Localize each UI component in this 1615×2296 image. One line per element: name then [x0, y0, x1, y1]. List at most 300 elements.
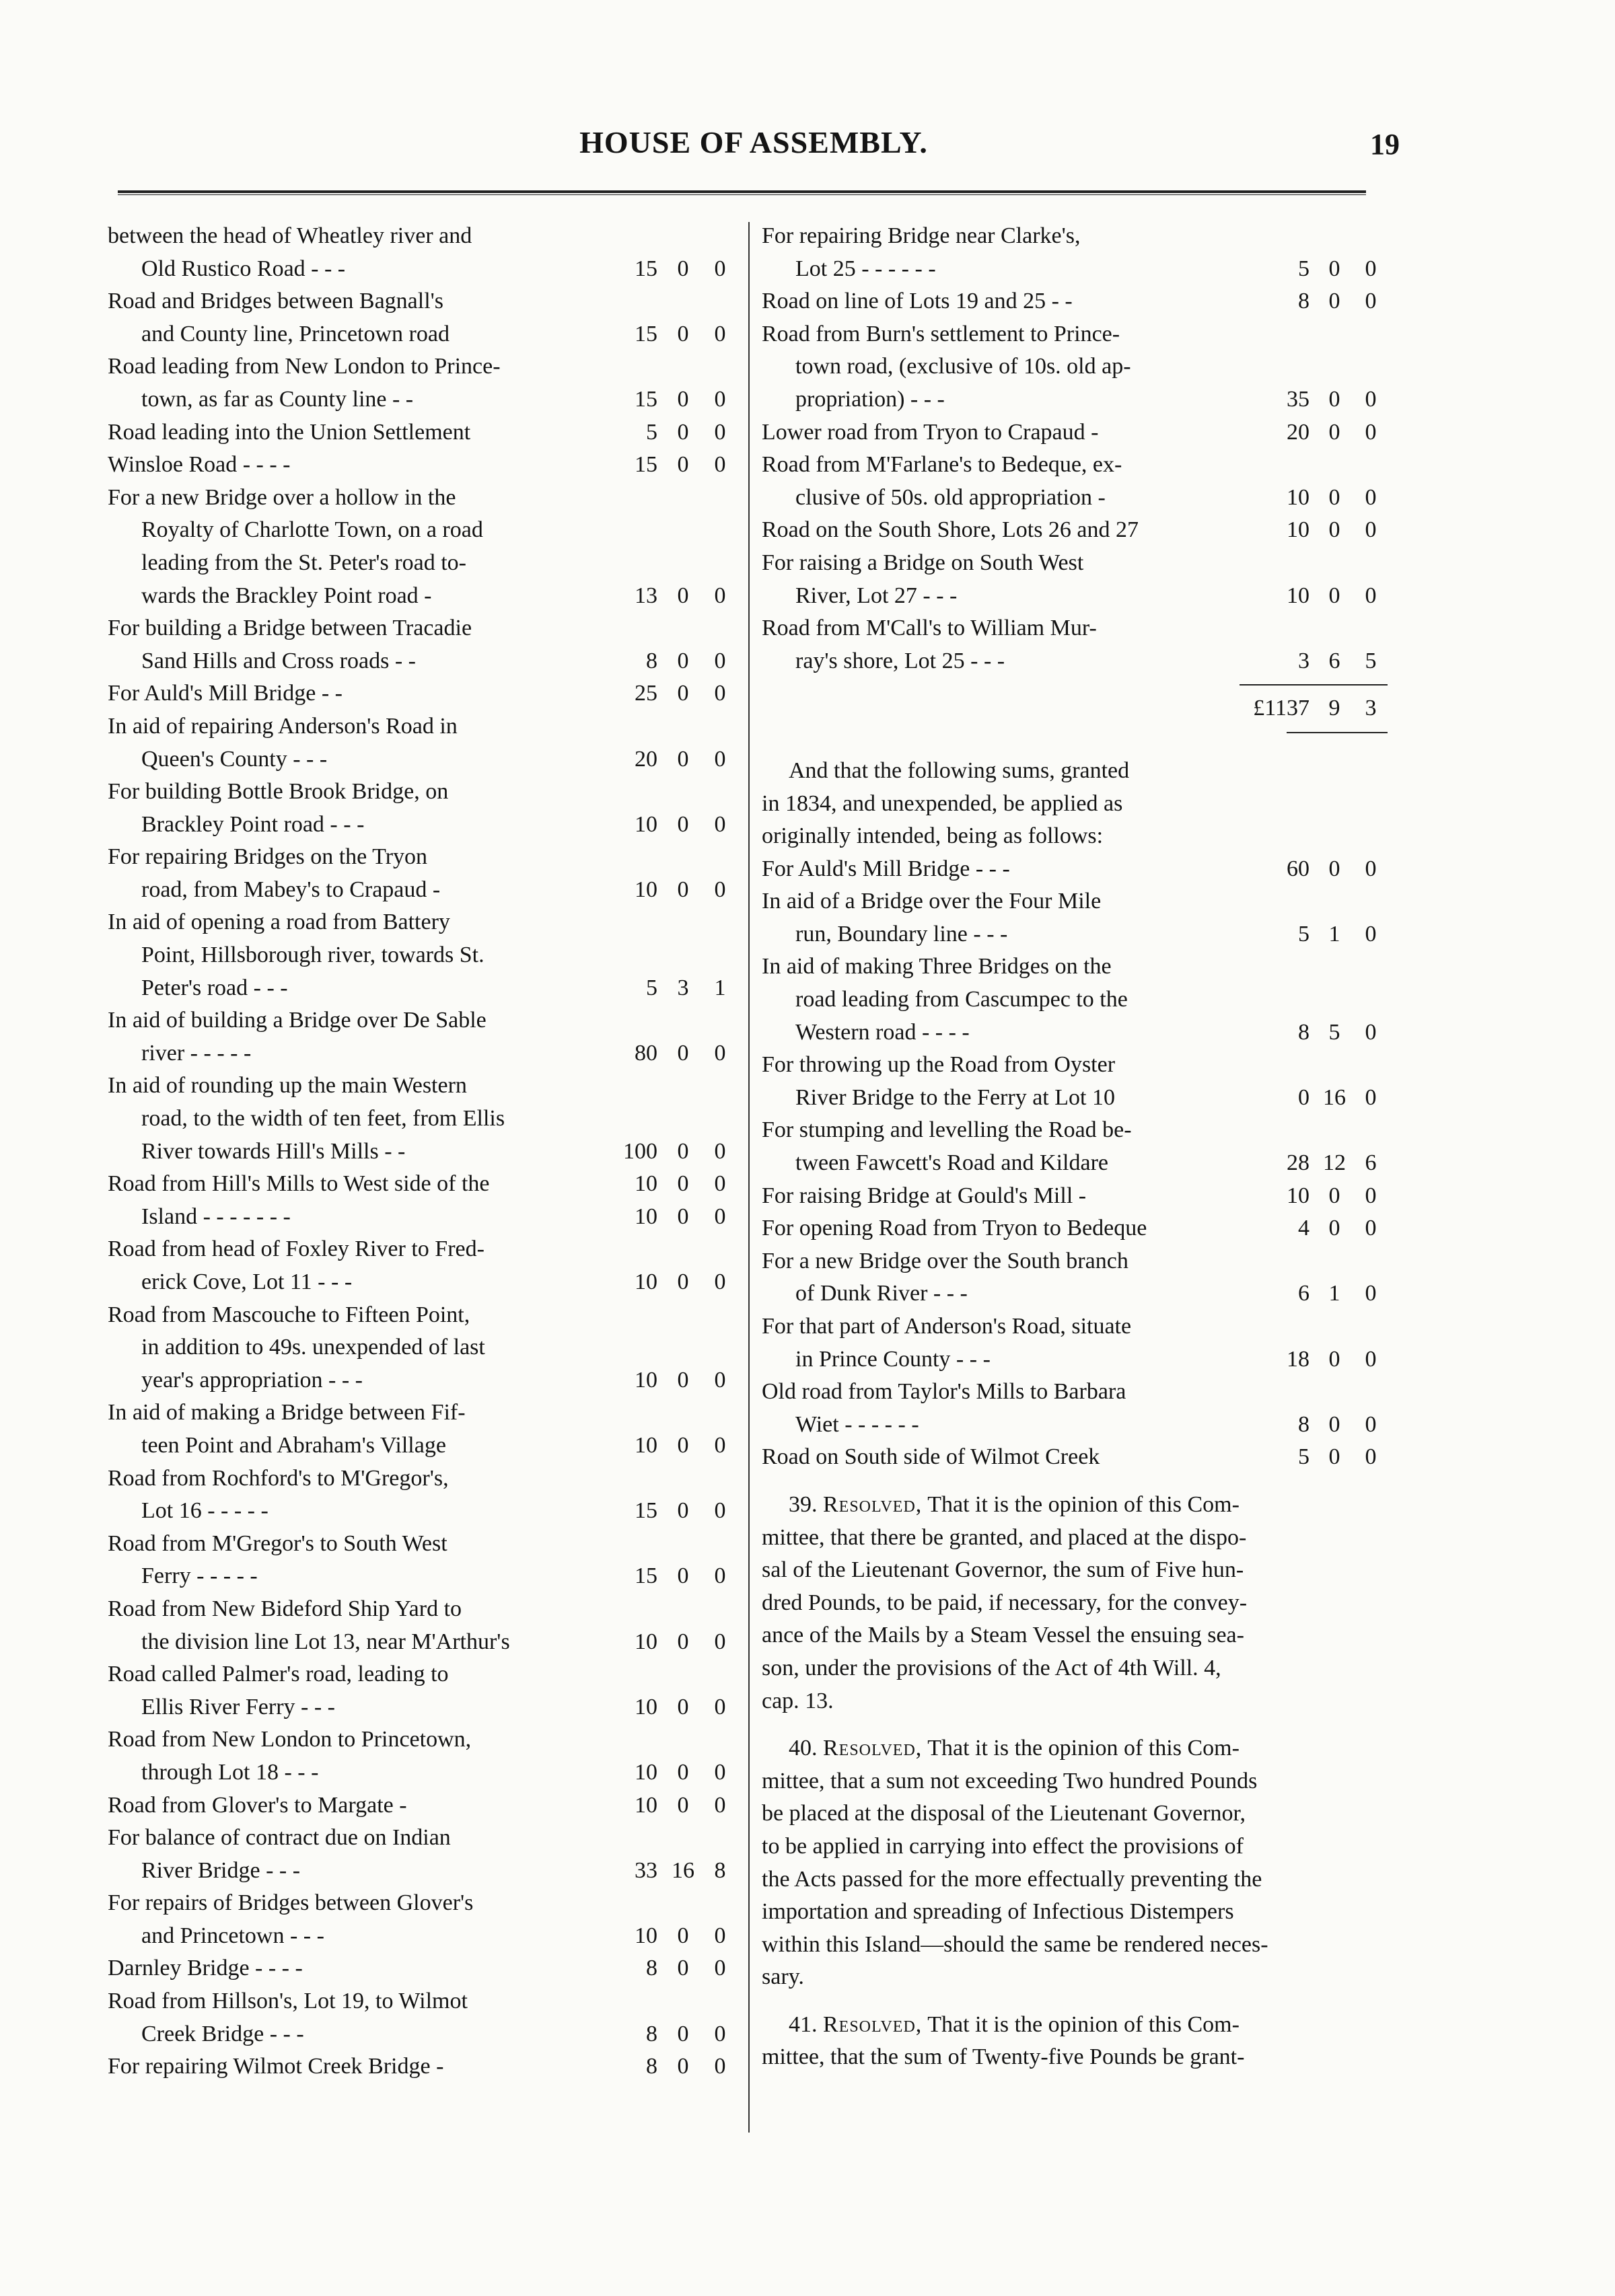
- entry-description: [108, 1724, 600, 1789]
- amount-shillings: 0: [677, 1171, 689, 1197]
- amount-shillings: 0: [677, 452, 689, 478]
- entry-description: [108, 416, 600, 449]
- entry-amount: [1229, 253, 1388, 286]
- amount-pence: 0: [714, 1171, 726, 1197]
- entry-amount: [1229, 1016, 1388, 1049]
- entry-line: run, Boundary line - - -: [795, 921, 1008, 947]
- amount-shillings: 1: [1328, 1281, 1340, 1306]
- entry-line: propriation) - - -: [795, 386, 945, 412]
- amount-pounds: 28: [1287, 1150, 1309, 1176]
- amount-shillings: 16: [672, 1857, 694, 1883]
- appropriation-entry: [762, 1114, 1388, 1179]
- entry-amount: [1229, 1147, 1388, 1180]
- entry-description: [108, 1658, 600, 1724]
- entry-line: For Auld's Mill Bridge - -: [108, 681, 343, 706]
- entry-line: wards the Brackley Point road -: [141, 583, 432, 608]
- resolution-line: within this Island—should the same be rendered neces-: [762, 1931, 1268, 1957]
- amount-pence: 0: [714, 746, 726, 772]
- amount-pounds: 5: [1298, 921, 1309, 947]
- appropriation-entry: [762, 1310, 1388, 1376]
- entry-line: Road and Bridges between Bagnall's: [108, 289, 444, 314]
- amount-pence: 0: [714, 681, 726, 706]
- appropriation-entry: [762, 220, 1388, 285]
- amount-pence: 0: [714, 583, 726, 608]
- amount-pounds: 15: [635, 1563, 657, 1589]
- amount-pence: 0: [714, 1759, 726, 1785]
- entry-line: and Princetown - - -: [141, 1923, 324, 1948]
- entry-amount: [600, 1855, 737, 1888]
- entry-description: [108, 906, 600, 1004]
- amount-pounds: 0: [1298, 1084, 1309, 1110]
- amount-shillings: 16: [1323, 1084, 1346, 1110]
- amount-pounds: 8: [1298, 289, 1309, 314]
- entry-description: [108, 1985, 600, 2050]
- entry-amount: [1229, 482, 1388, 515]
- amount-pounds: 8: [1298, 1019, 1309, 1045]
- entry-amount: [600, 416, 737, 449]
- entry-line: In aid of building a Bridge over De Sable: [108, 1008, 487, 1033]
- amount-pence: 0: [1365, 921, 1377, 947]
- entry-line: Road from Hillson's, Lot 19, to Wilmot: [108, 1989, 468, 2014]
- entry-line: Road on the South Shore, Lots 26 and 27: [762, 517, 1139, 543]
- entry-line: and County line, Princetown road: [141, 321, 450, 346]
- amount-pounds: 10: [635, 1432, 657, 1458]
- entry-line: For balance of contract due on Indian: [108, 1825, 451, 1851]
- entry-amount: [600, 972, 737, 1005]
- entry-line: Ferry - - - - -: [141, 1563, 258, 1589]
- amount-pence: 0: [1365, 1444, 1377, 1470]
- amount-shillings: 0: [1328, 289, 1340, 314]
- entry-line: For Auld's Mill Bridge - - -: [762, 856, 1010, 881]
- amount-pounds: 8: [646, 648, 657, 673]
- entry-description: [108, 710, 600, 776]
- amount-shillings: 0: [677, 1203, 689, 1229]
- amount-shillings: 0: [677, 1694, 689, 1719]
- appropriation-entry: [108, 1070, 737, 1168]
- entry-line: In aid of making a Bridge between Fif-: [108, 1400, 466, 1425]
- amount-pence: 0: [714, 2054, 726, 2079]
- entry-description: [108, 449, 600, 482]
- amount-pence: 0: [1365, 1281, 1377, 1306]
- amount-shillings: 0: [677, 1923, 689, 1948]
- amount-shillings: 0: [677, 386, 689, 412]
- entry-line: in Prince County - - -: [795, 1346, 991, 1372]
- resolution-text: That it is the opinion of this Com-: [927, 1491, 1240, 1517]
- entry-line: road, to the width of ten feet, from Ellis: [141, 1106, 505, 1132]
- entry-line: River Bridge - - -: [141, 1857, 301, 1883]
- amount-pounds: 8: [1298, 1411, 1309, 1437]
- entry-line: In aid of making Three Bridges on the: [762, 954, 1112, 979]
- entry-amount: [600, 1168, 737, 1201]
- entry-amount: [600, 1691, 737, 1724]
- entry-line: leading from the St. Peter's road to-: [141, 550, 466, 575]
- resolution-line: ance of the Mails by a Steam Vessel the ensuing sea-: [762, 1623, 1244, 1648]
- entry-line: For stumping and levelling the Road be-: [762, 1117, 1132, 1143]
- entry-amount: [1229, 1212, 1388, 1245]
- amount-shillings: 0: [1328, 386, 1340, 412]
- entry-amount: [1229, 285, 1388, 318]
- entry-line: For repairs of Bridges between Glover's: [108, 1890, 474, 1916]
- entry-line: Brackley Point road - - -: [141, 811, 365, 837]
- entry-description: [108, 1299, 600, 1397]
- entry-description: [108, 1462, 600, 1528]
- entry-line: Darnley Bridge - - - -: [108, 1956, 303, 1981]
- resolution-paragraph: [762, 1732, 1388, 1994]
- resolution-keyword: Resolved,: [823, 1491, 923, 1517]
- entry-line: Road leading into the Union Settlement: [108, 419, 471, 445]
- amount-pence: 0: [714, 1138, 726, 1164]
- entry-line: Road on line of Lots 19 and 25 - -: [762, 289, 1073, 314]
- appropriations-list-1835: [762, 220, 1388, 677]
- entry-description: [108, 1822, 600, 1887]
- appropriation-entry: [108, 416, 737, 449]
- entry-description: [108, 1168, 600, 1201]
- entry-line: Winsloe Road - - - -: [108, 452, 291, 478]
- paragraph-gap: [762, 1717, 1388, 1732]
- entry-line: erick Cove, Lot 11 - - -: [141, 1269, 353, 1294]
- entry-line: Old road from Taylor's Mills to Barbara: [762, 1379, 1126, 1405]
- entry-description: [762, 853, 1229, 886]
- entry-amount: [600, 1920, 737, 1953]
- entry-amount: [1229, 853, 1388, 886]
- amount-pounds: 20: [1287, 419, 1309, 445]
- entry-line: In aid of rounding up the main Western: [108, 1073, 467, 1099]
- amount-shillings: 0: [677, 1269, 689, 1294]
- entry-line: the division line Lot 13, near M'Arthur's: [141, 1629, 510, 1654]
- appropriation-entry: [762, 318, 1388, 416]
- amount-shillings: 0: [677, 1138, 689, 1164]
- entry-line: in addition to 49s. unexpended of last: [141, 1335, 485, 1360]
- appropriation-entry: [762, 1376, 1388, 1441]
- entry-line: For repairing Wilmot Creek Bridge -: [108, 2054, 444, 2079]
- entry-line: In aid of a Bridge over the Four Mile: [762, 889, 1102, 914]
- appropriation-entry: [108, 776, 737, 841]
- entry-line: Road from New London to Princetown,: [108, 1727, 472, 1752]
- amount-pounds: 8: [646, 2054, 657, 2079]
- amount-shillings: 0: [1328, 1411, 1340, 1437]
- amount-shillings: 0: [677, 1956, 689, 1981]
- amount-pence: 0: [714, 1498, 726, 1524]
- amount-shillings: 0: [1328, 1346, 1340, 1372]
- entry-description: [108, 1201, 600, 1234]
- resolution-line: importation and spreading of Infectious Distempers: [762, 1899, 1234, 1925]
- entry-line: Road from Rochford's to M'Gregor's,: [108, 1465, 449, 1491]
- amount-shillings: 0: [1328, 1444, 1340, 1470]
- amount-pence: 0: [714, 1203, 726, 1229]
- amount-pounds: 10: [635, 1367, 657, 1393]
- amount-shillings: 0: [677, 256, 689, 281]
- entry-amount: [600, 580, 737, 613]
- entry-amount: [600, 1364, 737, 1397]
- entry-description: [108, 841, 600, 906]
- entry-description: [762, 1245, 1229, 1310]
- amount-pounds: 10: [635, 1694, 657, 1719]
- entry-line: Road from M'Gregor's to South West: [108, 1530, 447, 1556]
- amount-shillings: 0: [677, 2054, 689, 2079]
- amount-shillings: 0: [1328, 517, 1340, 543]
- entry-description: [762, 885, 1229, 951]
- entry-line: through Lot 18 - - -: [141, 1759, 319, 1785]
- amount-shillings: 0: [1328, 484, 1340, 510]
- entry-line: Road from New Bideford Ship Yard to: [108, 1596, 462, 1621]
- amount-pence: 1: [714, 975, 726, 1000]
- amount-pounds: 5: [1298, 256, 1309, 281]
- intro-1834-paragraph: [762, 755, 1388, 853]
- amount-pounds: 80: [635, 1040, 657, 1066]
- entry-line: Lot 16 - - - - -: [141, 1498, 268, 1524]
- amount-shillings: 0: [677, 2021, 689, 2046]
- amount-shillings: 0: [677, 321, 689, 346]
- appropriation-entry: [108, 677, 737, 710]
- entry-description: [762, 547, 1229, 612]
- entry-amount: [600, 2018, 737, 2051]
- amount-pence: 8: [714, 1857, 726, 1883]
- entry-line: For repairing Bridge near Clarke's,: [762, 223, 1081, 248]
- entry-line: ray's shore, Lot 25 - - -: [795, 648, 1005, 673]
- entry-amount: [600, 809, 737, 842]
- resolution-line: to be applied in carrying into effect the provisions of: [762, 1833, 1244, 1859]
- amount-pence: 0: [714, 256, 726, 281]
- entry-amount: [600, 318, 737, 351]
- appropriation-entry: [108, 612, 737, 677]
- entry-amount: [600, 677, 737, 710]
- entry-line: Queen's County - - -: [141, 746, 328, 772]
- appropriation-entry: [108, 482, 737, 612]
- appropriation-entry: [108, 1233, 737, 1298]
- entry-line: For raising Bridge at Gould's Mill -: [762, 1183, 1087, 1208]
- header-rule: [118, 190, 1366, 195]
- entry-line: Peter's road - - -: [141, 975, 288, 1000]
- intro-line: And that the following sums, granted: [789, 757, 1130, 783]
- amount-pounds: 10: [635, 1923, 657, 1948]
- entry-line: Road on South side of Wilmot Creek: [762, 1444, 1100, 1470]
- amount-pounds: 10: [1287, 1183, 1309, 1208]
- entry-description: [762, 1049, 1229, 1114]
- entry-description: [108, 1952, 600, 1985]
- resolution-paragraph: [762, 2009, 1388, 2074]
- entry-amount: [600, 1756, 737, 1789]
- appropriation-entry: [762, 285, 1388, 318]
- appropriation-entry: [108, 1658, 737, 1724]
- paragraph-gap: [762, 1474, 1388, 1489]
- entry-description: [108, 1233, 600, 1298]
- entry-amount: [1229, 918, 1388, 951]
- amount-pounds: 15: [635, 321, 657, 346]
- entry-description: [108, 1070, 600, 1168]
- entry-line: Wiet - - - - - -: [795, 1411, 919, 1437]
- amount-pence: 0: [714, 452, 726, 478]
- entry-description: [108, 677, 600, 710]
- running-head: [108, 124, 1400, 172]
- amount-pence: 0: [714, 1269, 726, 1294]
- amount-shillings: 3: [677, 975, 689, 1000]
- resolution-keyword: Resolved,: [823, 1736, 923, 1761]
- amount-pence: 0: [714, 1367, 726, 1393]
- appropriation-entry: [762, 1049, 1388, 1114]
- appropriation-entry: [762, 951, 1388, 1049]
- entry-line: Road from head of Foxley River to Fred-: [108, 1236, 485, 1262]
- entry-line: Road called Palmer's road, leading to: [108, 1662, 449, 1687]
- amount-pence: 0: [714, 811, 726, 837]
- resolution-keyword: Resolved,: [823, 2011, 923, 2037]
- entry-amount: [600, 1266, 737, 1299]
- amount-pounds: 8: [646, 1956, 657, 1981]
- intro-line: originally intended, being as follows:: [762, 823, 1104, 849]
- entry-description: [762, 318, 1229, 416]
- entry-amount: [1229, 514, 1388, 547]
- total-pounds: £1137: [1253, 696, 1309, 721]
- entry-description: [108, 220, 600, 285]
- amount-shillings: 1: [1328, 921, 1340, 947]
- total-shillings: 9: [1328, 696, 1340, 721]
- amount-shillings: 6: [1328, 648, 1340, 673]
- amount-pounds: 15: [635, 452, 657, 478]
- entry-amount: [600, 874, 737, 907]
- appropriation-entry: [762, 853, 1388, 886]
- amount-pounds: 33: [635, 1857, 657, 1883]
- amount-pence: 0: [1365, 386, 1377, 412]
- amount-pounds: 100: [623, 1138, 657, 1164]
- amount-pounds: 3: [1298, 648, 1309, 673]
- amount-pence: 0: [714, 2021, 726, 2046]
- amount-pence: 0: [1365, 1084, 1377, 1110]
- resolution-paragraph: [762, 1489, 1388, 1717]
- entry-line: Western road - - - -: [795, 1019, 970, 1045]
- amount-pounds: 10: [1287, 484, 1309, 510]
- resolution-line: be placed at the disposal of the Lieutenant Governor,: [762, 1801, 1246, 1826]
- amount-shillings: 0: [677, 811, 689, 837]
- entry-line: tween Fawcett's Road and Kildare: [795, 1150, 1108, 1176]
- entry-line: For raising a Bridge on South West: [762, 550, 1084, 575]
- amount-shillings: 12: [1323, 1150, 1346, 1176]
- entry-description: [108, 1593, 600, 1658]
- appropriation-entry: [108, 906, 737, 1004]
- appropriation-entry: [762, 449, 1388, 514]
- page-number: 19: [1370, 128, 1400, 161]
- entry-line: Sand Hills and Cross roads - -: [141, 648, 416, 673]
- amount-shillings: 0: [677, 1040, 689, 1066]
- entry-line: clusive of 50s. old appropriation -: [795, 484, 1106, 510]
- resolution-line: sal of the Lieutenant Governor, the sum of Five hun-: [762, 1557, 1244, 1583]
- amount-pence: 0: [714, 1956, 726, 1981]
- entry-line: River Bridge to the Ferry at Lot 10: [795, 1084, 1115, 1110]
- amount-shillings: 0: [677, 681, 689, 706]
- amount-pence: 0: [1365, 1216, 1377, 1241]
- amount-pounds: 10: [635, 1759, 657, 1785]
- entry-description: [108, 1887, 600, 1952]
- amount-shillings: 0: [677, 1432, 689, 1458]
- amount-pounds: 20: [635, 746, 657, 772]
- amount-pounds: 10: [635, 811, 657, 837]
- entry-description: [762, 1441, 1229, 1474]
- entry-amount: [1229, 1180, 1388, 1213]
- amount-pence: 0: [714, 386, 726, 412]
- amount-shillings: 5: [1328, 1019, 1340, 1045]
- total-rule-top: [762, 677, 1388, 692]
- amount-pounds: 10: [635, 877, 657, 902]
- entry-line: For that part of Anderson's Road, situate: [762, 1314, 1132, 1339]
- appropriation-entry: [762, 1212, 1388, 1245]
- entry-line: road leading from Cascumpec to the: [795, 987, 1128, 1012]
- entry-description: [108, 1004, 600, 1070]
- total-rule-bottom: [762, 725, 1388, 740]
- entry-description: [762, 1310, 1229, 1376]
- entry-amount: [1229, 1409, 1388, 1442]
- amount-pence: 0: [714, 648, 726, 673]
- entry-description: [762, 1180, 1229, 1213]
- entry-line: between the head of Wheatley river and: [108, 223, 472, 248]
- appropriation-entry: [108, 1789, 737, 1822]
- entry-line: Lower road from Tryon to Crapaud -: [762, 419, 1099, 445]
- appropriation-entry: [108, 1822, 737, 1887]
- entry-line: town, as far as County line - -: [141, 386, 414, 412]
- entry-line: Road from Mascouche to Fifteen Point,: [108, 1302, 470, 1327]
- appropriation-entry: [762, 885, 1388, 951]
- entry-amount: [600, 1136, 737, 1169]
- resolutions: [762, 1474, 1388, 2074]
- amount-pounds: 8: [646, 2021, 657, 2046]
- entry-amount: [1229, 1082, 1388, 1115]
- amount-shillings: 0: [677, 746, 689, 772]
- entry-amount: [600, 1201, 737, 1234]
- appropriation-entry: [108, 1887, 737, 1952]
- appropriation-entry: [108, 1168, 737, 1201]
- amount-pounds: 10: [635, 1269, 657, 1294]
- entry-amount: [600, 1037, 737, 1070]
- amount-pence: 0: [714, 1040, 726, 1066]
- paragraph-gap: [762, 1994, 1388, 2009]
- amount-pounds: 25: [635, 681, 657, 706]
- amount-pence: 6: [1365, 1150, 1377, 1176]
- amount-pounds: 10: [635, 1629, 657, 1654]
- entry-amount: [600, 449, 737, 482]
- entry-amount: [600, 645, 737, 678]
- entry-description: [108, 482, 600, 612]
- appropriation-entry: [108, 1397, 737, 1462]
- entry-description: [108, 350, 600, 416]
- entry-line: River towards Hill's Mills - -: [141, 1138, 406, 1164]
- entry-line: town road, (exclusive of 10s. old ap-: [795, 354, 1131, 379]
- entry-line: Road from Burn's settlement to Prince-: [762, 321, 1120, 346]
- amount-pounds: 15: [635, 1498, 657, 1524]
- appropriation-entry: [108, 1528, 737, 1593]
- appropriation-entry: [762, 547, 1388, 612]
- amount-pounds: 10: [635, 1792, 657, 1818]
- amount-pence: 0: [714, 419, 726, 445]
- appropriation-entry: [108, 841, 737, 906]
- entry-line: Road leading from New London to Prince-: [108, 354, 501, 379]
- amount-pence: 0: [1365, 583, 1377, 608]
- appropriation-entry: [762, 1441, 1388, 1474]
- entry-line: Ellis River Ferry - - -: [141, 1694, 335, 1719]
- entry-description: [762, 220, 1229, 285]
- entry-line: For opening Road from Tryon to Bedeque: [762, 1216, 1147, 1241]
- appropriation-entry: [762, 514, 1388, 547]
- amount-pounds: 15: [635, 386, 657, 412]
- appropriation-entry: [108, 1299, 737, 1397]
- amount-shillings: 0: [1328, 1183, 1340, 1208]
- entry-description: [108, 285, 600, 350]
- appropriation-entry: [108, 2050, 737, 2083]
- entry-line: Lot 25 - - - - - -: [795, 256, 936, 281]
- entry-line: of Dunk River - - -: [795, 1281, 968, 1306]
- entry-amount: [600, 1430, 737, 1462]
- amount-shillings: 0: [677, 1367, 689, 1393]
- resolution-line: dred Pounds, to be paid, if necessary, for the convey-: [762, 1590, 1248, 1615]
- resolution-text: That it is the opinion of this Com-: [927, 1736, 1240, 1761]
- right-column: [762, 220, 1388, 2074]
- amount-pence: 0: [714, 1563, 726, 1589]
